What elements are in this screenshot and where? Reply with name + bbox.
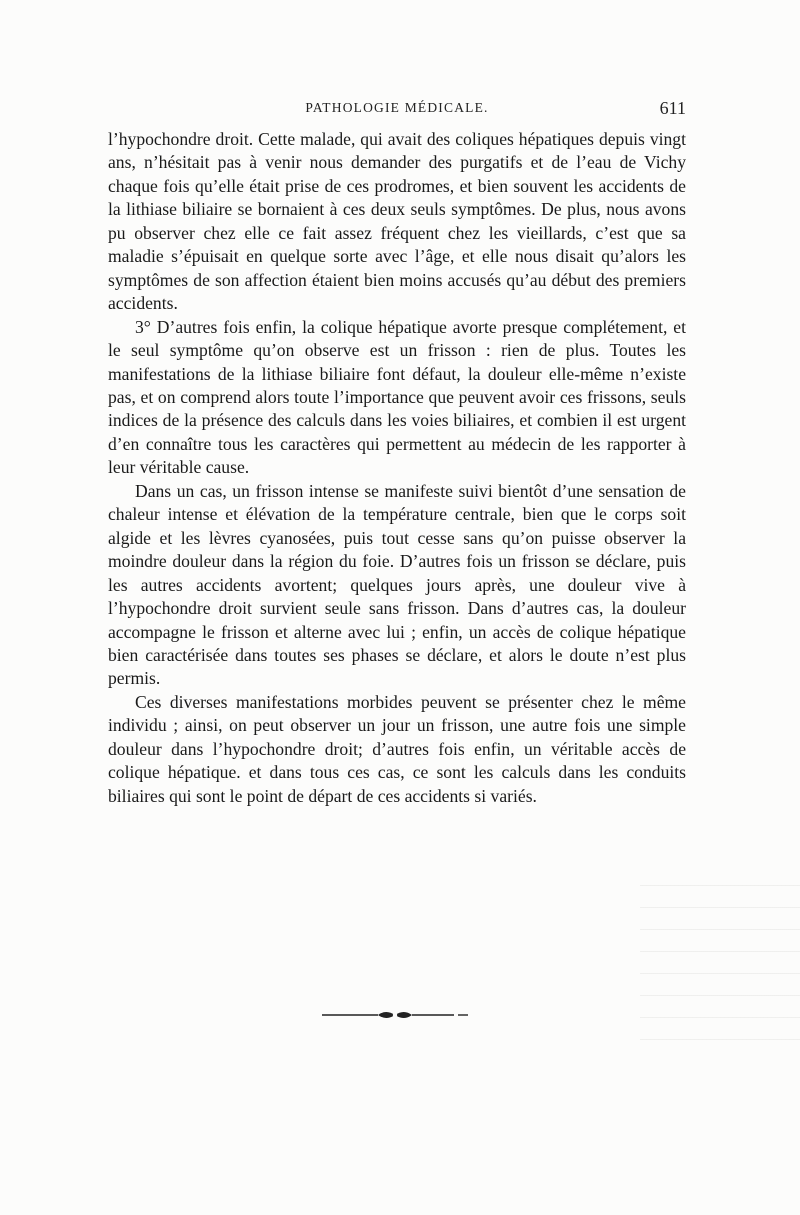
- page-header: [108, 98, 686, 122]
- page-number: 611: [659, 98, 686, 118]
- paragraph-third-form: 3° D’autres fois enfin, la colique hépatique avorte presque complétement, et le seul symptôme qu’on observe est un frisson : rien de plus. Toutes les manifestations de la lithiase biliaire font défaut, la douleur elle-même n’existe pas, et on comprend alors toute l’importance que peuvent avoir ces frissons, seuls indices de la présence des calculs dans les voies biliaires, et combien il est urgent d’en connaître tous les caractères qui permettent au médecin de les rapporter à leur véritable cause.: [108, 316, 686, 478]
- paragraph-conclusion: Ces diverses manifestations morbides peuvent se présenter chez le même individu ; ainsi, on peut observer un jour un frisson, une autre fois une simple douleur dans l’hypochondre droit; d’autres fois enfin, un véritable accès de colique hépatique. et dans tous ces cas, ce sont les calculs dans les conduits biliaires qui sont le point de départ de ces accidents si variés.: [108, 691, 686, 806]
- running-title: PATHOLOGIE MÉDICALE.: [305, 100, 489, 115]
- show-through-texture: [640, 880, 800, 1040]
- paragraph-cases: Dans un cas, un frisson intense se manifeste suivi bientôt d’une sensation de chaleur intense et élévation de la température centrale, bien que le corps soit algide et les lèvres cyanosées, puis tout cesse sans qu’on puisse observer la moindre douleur dans la région du foie. D’autres fois un frisson se déclare, puis les autres accidents avortent; quelques jours après, une douleur vive à l’hypochondre droit survient seule sans frisson. Dans d’autres cas, la douleur accompagne le frisson et alterne avec lui ; enfin, un accès de colique hépatique bien caractérisée dans toutes ses phases se déclare, et alors le doute n’est plus permis.: [108, 480, 686, 689]
- paragraph-continuation: l’hypochondre droit. Cette malade, qui avait des coliques hépatiques depuis vingt ans, n’hésitait pas à venir nous demander des purgatifs et de l’eau de Vichy chaque fois qu’elle était prise de ces prodromes, et bien souvent les accidents de la lithiase biliaire se bornaient à ces deux seuls symptômes. De plus, nous avons pu observer chez elle ce fait assez fréquent chez les vieillards, c’est que sa maladie s’épuisait en quelque sorte avec l’âge, et elle nous disait qu’alors les symptômes de son affection étaient bien moins accusés qu’au début des premiers accidents.: [108, 129, 686, 314]
- end-ornament-icon: [320, 1008, 470, 1022]
- body-text: [108, 128, 686, 808]
